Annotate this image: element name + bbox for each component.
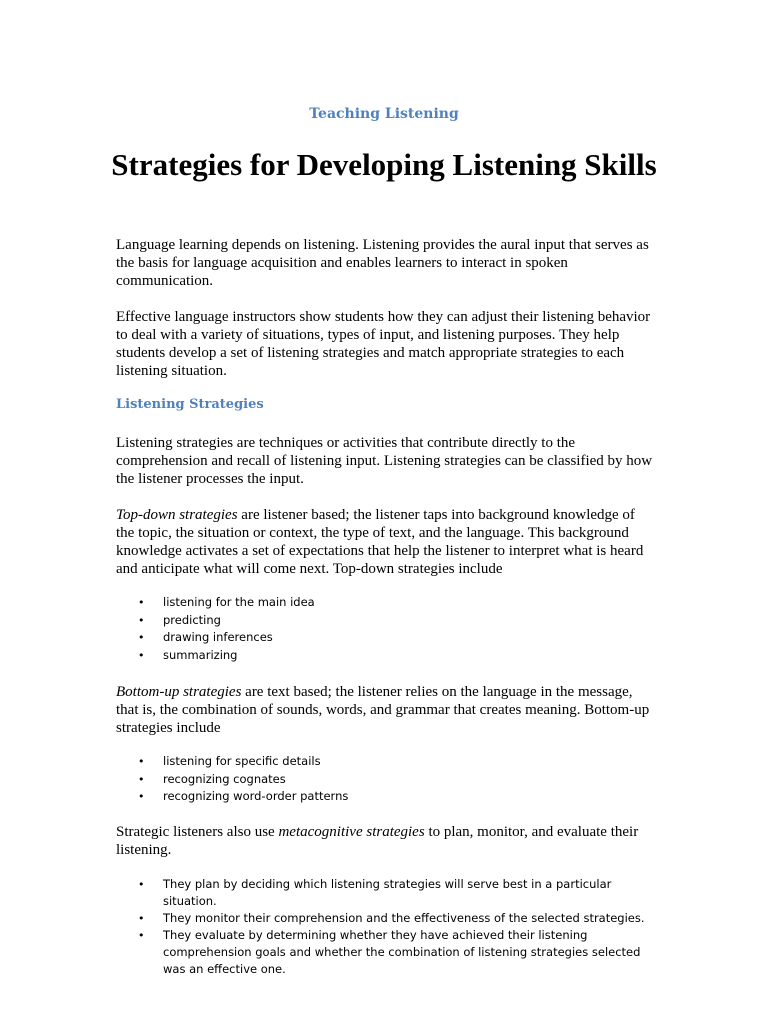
list-item-text: recognizing cognates bbox=[163, 771, 286, 786]
list-item bbox=[138, 910, 649, 927]
list-item bbox=[138, 927, 649, 978]
list-item bbox=[138, 612, 663, 630]
topdown-term: Top-down strategies bbox=[116, 507, 238, 523]
strategies-paragraph: Listening strategies are techniques or activities that contribute directly to the comprehension and recall of listening input. Listening strategies can be classified by how the listener processes the input. bbox=[116, 435, 653, 487]
kicker-heading: Teaching Listening bbox=[309, 106, 459, 122]
metacognitive-list bbox=[138, 876, 649, 978]
topdown-text: are listener based; the listener taps into background knowledge of the topic, the situation or context, the type of text, and the language. This background knowledge activates a set of expectations that help the listener to interpret what is heard and anticipate what will come next. Top-down strategies include bbox=[116, 507, 644, 577]
meta-pre: Strategic listeners also use bbox=[116, 824, 279, 840]
bullet-icon: • bbox=[138, 790, 145, 803]
intro-paragraph-1: Language learning depends on listening. Listening provides the aural input that serves as the basis for language acquisition and enables learners to interact in spoken communication. bbox=[116, 237, 649, 289]
list-item-text: drawing inferences bbox=[163, 630, 273, 644]
bottomup-text: are text based; the listener relies on the language in the message, that is, the combination of sounds, words, and grammar that creates meaning. Bottom-up strategies include bbox=[116, 684, 650, 736]
bottomup-term: Bottom-up strategies bbox=[116, 684, 242, 700]
topdown-paragraph bbox=[116, 506, 656, 578]
meta-post: to plan, monitor, and evaluate their listening. bbox=[116, 824, 639, 858]
page-title: Strategies for Developing Listening Skills bbox=[111, 147, 657, 182]
list-item bbox=[138, 753, 663, 771]
bottomup-list bbox=[138, 753, 663, 806]
bullet-icon: • bbox=[138, 631, 145, 644]
bullet-icon: • bbox=[138, 772, 145, 786]
list-item bbox=[138, 594, 663, 612]
list-item bbox=[138, 629, 663, 647]
bullet-icon: • bbox=[138, 878, 145, 891]
list-item-text: recognizing word-order patterns bbox=[163, 789, 349, 803]
list-item-text: predicting bbox=[163, 612, 221, 627]
list-item-text: summarizing bbox=[163, 647, 238, 662]
bullet-icon: • bbox=[138, 613, 145, 627]
list-item-text: listening for the main idea bbox=[163, 595, 315, 609]
metacognitive-paragraph bbox=[116, 823, 656, 859]
section-heading: Listening Strategies bbox=[116, 397, 264, 412]
list-item bbox=[138, 876, 649, 910]
bullet-icon: • bbox=[138, 755, 145, 768]
list-item bbox=[138, 647, 663, 665]
bullet-icon: • bbox=[138, 929, 145, 942]
list-item bbox=[138, 788, 663, 806]
bullet-icon: • bbox=[138, 648, 145, 662]
bottomup-paragraph bbox=[116, 683, 656, 737]
list-item-text: listening for specific details bbox=[163, 754, 321, 768]
topdown-list bbox=[138, 594, 663, 664]
list-item-text: They plan by deciding which listening strategies will serve best in a particular situation. bbox=[163, 877, 612, 908]
list-item bbox=[138, 771, 663, 789]
bullet-icon: • bbox=[138, 912, 145, 925]
bullet-icon: • bbox=[138, 596, 145, 609]
list-item-text: They monitor their comprehension and the effectiveness of the selected strategies. bbox=[163, 911, 645, 925]
intro-paragraph-2: Effective language instructors show students how they can adjust their listening behavior to deal with a variety of situations, types of input, and listening purposes. They help students develop a set of listening strategies and match appropriate strategies to each listening situation. bbox=[116, 309, 651, 379]
list-item-text: They evaluate by determining whether they have achieved their listening comprehension goals and whether the combination of listening strategies selected was an effective one. bbox=[163, 928, 641, 976]
metacognitive-term: metacognitive strategies bbox=[278, 824, 425, 840]
